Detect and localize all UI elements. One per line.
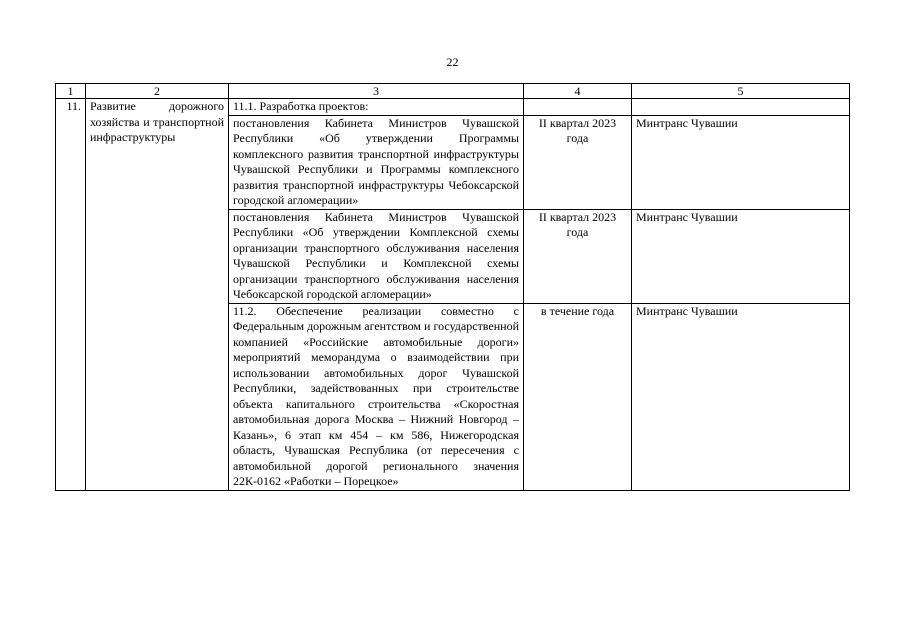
task-cell: постановления Кабинета Министров Чувашской Республики «Об утверждении Программы комплексного развития транспортной инфраструктуры Чувашской Республики и Программы комплексного развития транспортной инфраструктуры Чебоксарской городской агломерации»	[229, 115, 524, 209]
task-cell: 11.2. Обеспечение реализации совместно с Федеральным дорожным агентством и государственной компанией «Российские автомобильные дороги» мероприятий меморандума о взаимодействии при использовании автомобильных дорог Чувашской Республики, задействованных при строительстве объекта капитального строительства «Скоростная автомобильная дорога Москва – Нижний Новгород – Казань», 6 этап км 454 – км 586, Нижегородская область, Чувашская Республика (от пересечения с автомобильной дорогой регионального значения 22К-0162 «Работки – Порецкое»	[229, 303, 524, 490]
term-cell: II квартал 2023 года	[524, 115, 632, 209]
task-cell: постановления Кабинета Министров Чувашской Республики «Об утверждении Комплексной схемы организации транспортного обслуживания населения Чувашской Республики и Комплексной схемы организации транспортного обслуживания населения Чебоксарской городской агломерации»	[229, 209, 524, 303]
executor-cell	[632, 99, 850, 116]
executor-cell: Минтранс Чувашии	[632, 303, 850, 490]
term-cell: в течение года	[524, 303, 632, 490]
column-header-3: 3	[229, 84, 524, 99]
task-cell: 11.1. Разработка проектов:	[229, 99, 524, 116]
page-number: 22	[446, 55, 459, 69]
section-number: 11.	[56, 99, 86, 491]
table-header-row	[56, 84, 850, 99]
column-header-1: 1	[56, 84, 86, 99]
table-row	[56, 99, 850, 116]
column-header-2: 2	[86, 84, 229, 99]
term-cell: II квартал 2023 года	[524, 209, 632, 303]
column-header-4: 4	[524, 84, 632, 99]
term-cell	[524, 99, 632, 116]
plan-table	[55, 83, 850, 491]
executor-cell: Минтранс Чувашии	[632, 209, 850, 303]
column-header-5: 5	[632, 84, 850, 99]
section-name: Развитие дорожного хозяйства и транспортной инфраструктуры	[86, 99, 229, 491]
executor-cell: Минтранс Чувашии	[632, 115, 850, 209]
